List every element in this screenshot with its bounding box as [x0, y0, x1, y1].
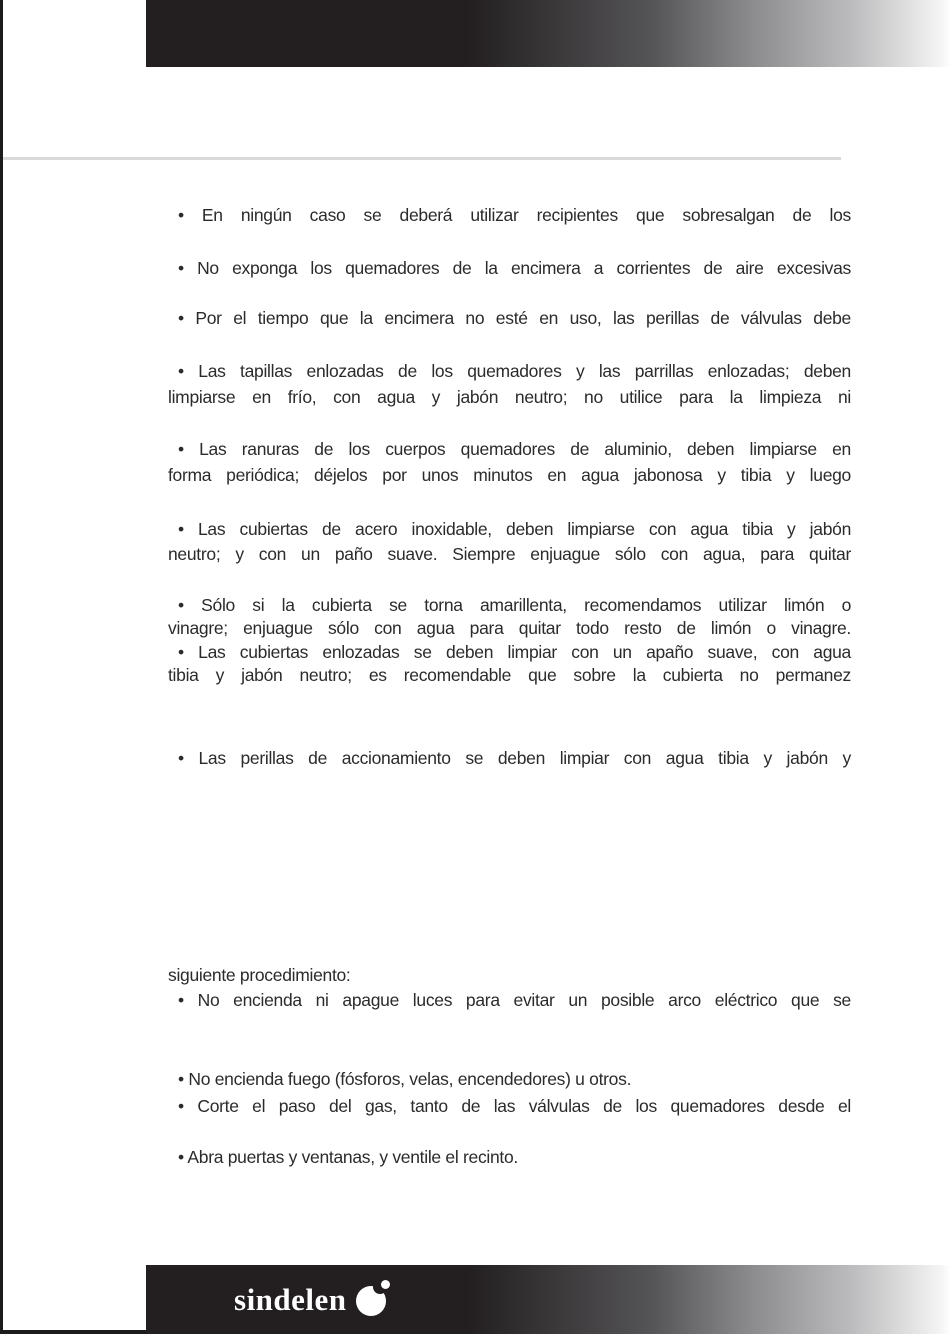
bottom-banner — [146, 1265, 950, 1334]
brand-logo — [234, 1282, 390, 1318]
bullet-line: • No encienda ni apague luces para evitar un posible arco eléctrico que se — [178, 990, 851, 1010]
bullet-line: • Las cubiertas enlozadas se deben limpiar con un apaño suave, con agua — [178, 642, 851, 662]
brand-logo-text: sindelen — [234, 1282, 347, 1317]
text-line: forma periódica; déjelos por unos minutos en agua jabonosa y tibia y luego — [168, 465, 851, 485]
bullet-line: • Las perillas de accionamiento se deben limpiar con agua tibia y jabón y — [178, 748, 851, 768]
text-line: neutro; y con un paño suave. Siempre enjuague sólo con agua, para quitar — [168, 544, 851, 564]
bullet-line: • Las tapillas enlozadas de los quemadores y las parrillas enlozadas; deben — [178, 361, 851, 381]
bullet-line: • Sólo si la cubierta se torna amarillenta, recomendamos utilizar limón o — [178, 595, 851, 615]
top-banner — [146, 0, 950, 67]
bullet-line: • No encienda fuego (fósforos, velas, encendedores) u otros. — [178, 1069, 632, 1089]
bullet-line: • Las cubiertas de acero inoxidable, deben limpiarse con agua tibia y jabón — [178, 519, 851, 539]
bullet-line: • Abra puertas y ventanas, y ventile el recinto. — [178, 1147, 518, 1167]
sindelen-drop-mark-icon — [356, 1280, 390, 1316]
text-line: tibia y jabón neutro; es recomendable que sobre la cubierta no permanez — [168, 665, 851, 685]
bullet-line: • En ningún caso se deberá utilizar recipientes que sobresalgan de los — [178, 205, 851, 225]
page-bottom-border — [0, 1330, 146, 1334]
bullet-line: • Por el tiempo que la encimera no esté en uso, las perillas de válvulas debe — [178, 308, 851, 328]
bullet-line: • Corte el paso del gas, tanto de las válvulas de los quemadores desde el — [178, 1096, 851, 1116]
text-line: vinagre; enjuague sólo con agua para quitar todo resto de limón o vinagre. — [168, 618, 851, 638]
page-left-border — [0, 0, 3, 1334]
bullet-line: • No exponga los quemadores de la encimera a corrientes de aire excesivas — [178, 258, 851, 278]
text-line: siguiente procedimiento: — [168, 965, 351, 985]
header-divider-line — [0, 157, 841, 160]
text-line: limpiarse en frío, con agua y jabón neutro; no utilice para la limpieza ni — [168, 387, 851, 407]
bullet-line: • Las ranuras de los cuerpos quemadores de aluminio, deben limpiarse en — [178, 439, 851, 459]
logo-dot-shape — [381, 1280, 390, 1289]
